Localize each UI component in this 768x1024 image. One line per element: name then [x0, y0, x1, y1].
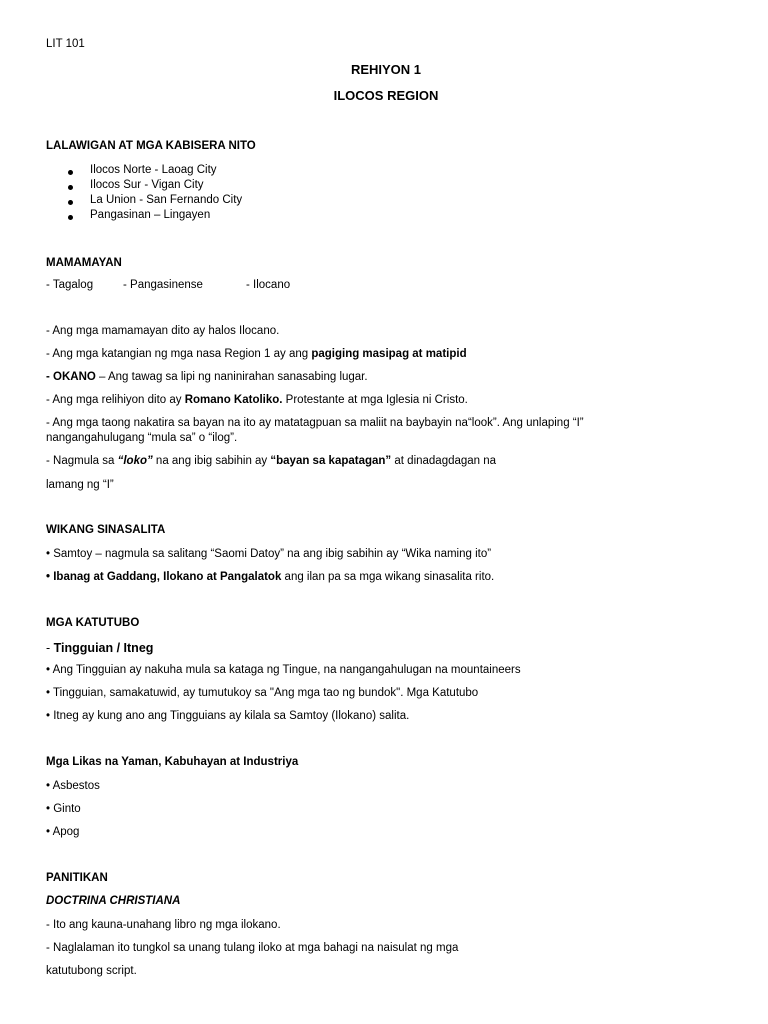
section-heading-mamamayan: MAMAMAYAN	[46, 257, 122, 269]
text-run: - Ang mga katangian ng mga nasa Region 1 ay ang	[46, 348, 312, 360]
section-subheading: DOCTRINA CHRISTIANA	[46, 895, 181, 907]
text-run: - Ang mga relihiyon dito ay	[46, 394, 185, 406]
paragraph-line: katutubong script.	[46, 965, 137, 977]
paragraph-line	[46, 571, 494, 583]
list-item: • Asbestos	[46, 780, 100, 792]
list-item-text: Pangasinan – Lingayen	[90, 209, 211, 221]
document-page	[46, 0, 726, 1024]
section-heading-lalawigan: LALAWIGAN AT MGA KABISERA NITO	[46, 140, 256, 152]
emphasis-text: “bayan sa kapatagan”	[270, 455, 392, 467]
group-ilocano: - Ilocano	[246, 279, 291, 291]
paragraph-line: - Naglalaman ito tungkol sa unang tulang iloko at mga bahagi na naisulat ng mga	[46, 942, 459, 954]
emphasis-text: Tingguian / Itneg	[53, 641, 154, 655]
text-run: ang ilan pa sa mga wikang sinasalita rito.	[281, 571, 495, 583]
section-heading-wika: WIKANG SINASALITA	[46, 524, 166, 536]
paragraph-line: - Ang mga mamamayan dito ay halos Ilocano.	[46, 325, 280, 337]
list-item-text: Ilocos Norte - Laoag City	[90, 164, 217, 176]
bullet-icon	[68, 185, 73, 190]
paragraph-line	[46, 641, 153, 655]
emphasis-text: pagiging masipag at matipid	[311, 348, 467, 360]
list-item-text: La Union - San Fernando City	[90, 194, 243, 206]
emphasis-text: - OKANO	[46, 371, 96, 383]
bullet-icon	[68, 170, 73, 175]
section-heading-panitikan: PANITIKAN	[46, 872, 108, 884]
section-heading-yaman: Mga Likas na Yaman, Kabuhayan at Industriya	[46, 756, 299, 768]
page-title: REHIYON 1	[350, 62, 422, 77]
paragraph-line	[46, 455, 496, 467]
section-heading-katutubo: MGA KATUTUBO	[46, 617, 140, 629]
course-code: LIT 101	[46, 38, 85, 50]
paragraph-line: lamang ng “I”	[46, 479, 114, 491]
paragraph-line: • Ang Tingguian ay nakuha mula sa kataga ng Tingue, na nangangahulugan na mountaineers	[46, 664, 521, 676]
bullet-icon	[68, 200, 73, 205]
text-run: na ang ibig sabihin ay	[152, 455, 271, 467]
list-item: • Ginto	[46, 803, 81, 815]
bullet-icon	[68, 215, 73, 220]
list-item: • Apog	[46, 826, 80, 838]
paragraph-line: nangangahulugang “mula sa” o “ilog”.	[46, 432, 238, 444]
emphasis-text: Romano Katoliko.	[184, 394, 283, 406]
text-run: Protestante at mga Iglesia ni Cristo.	[282, 394, 468, 406]
group-tagalog: - Tagalog	[46, 279, 94, 291]
text-run: at dinadagdagan na	[391, 455, 497, 467]
paragraph-line	[46, 371, 368, 383]
paragraph-line: • Tingguian, samakatuwid, ay tumutukoy sa "Ang mga tao ng bundok". Mga Katutubo	[46, 687, 479, 699]
text-run: – Ang tawag sa lipi ng naninirahan sanasabing lugar.	[95, 371, 368, 383]
emphasis-text: • Ibanag at Gaddang, Ilokano at Pangalatok	[46, 571, 282, 583]
paragraph-line: • Itneg ay kung ano ang Tingguians ay kilala sa Samtoy (Ilokano) salita.	[46, 710, 410, 722]
list-item-text: Ilocos Sur - Vigan City	[90, 179, 204, 191]
text-run: -	[46, 641, 54, 655]
emphasis-text: “loko”	[117, 455, 153, 467]
paragraph-line: - Ang mga taong nakatira sa bayan na ito ay matatagpuan sa maliit na baybayin na“look”. Ang unlaping “I”	[46, 417, 584, 429]
paragraph-line: • Samtoy – nagmula sa salitang “Saomi Datoy” na ang ibig sabihin ay “Wika naming ito”	[46, 548, 492, 560]
paragraph-line	[46, 348, 467, 360]
page-subtitle: ILOCOS REGION	[333, 88, 439, 103]
group-pangasinense: - Pangasinense	[123, 279, 203, 291]
text-run: - Nagmula sa	[46, 455, 118, 467]
paragraph-line	[46, 394, 468, 406]
paragraph-line: - Ito ang kauna-unahang libro ng mga ilokano.	[46, 919, 281, 931]
